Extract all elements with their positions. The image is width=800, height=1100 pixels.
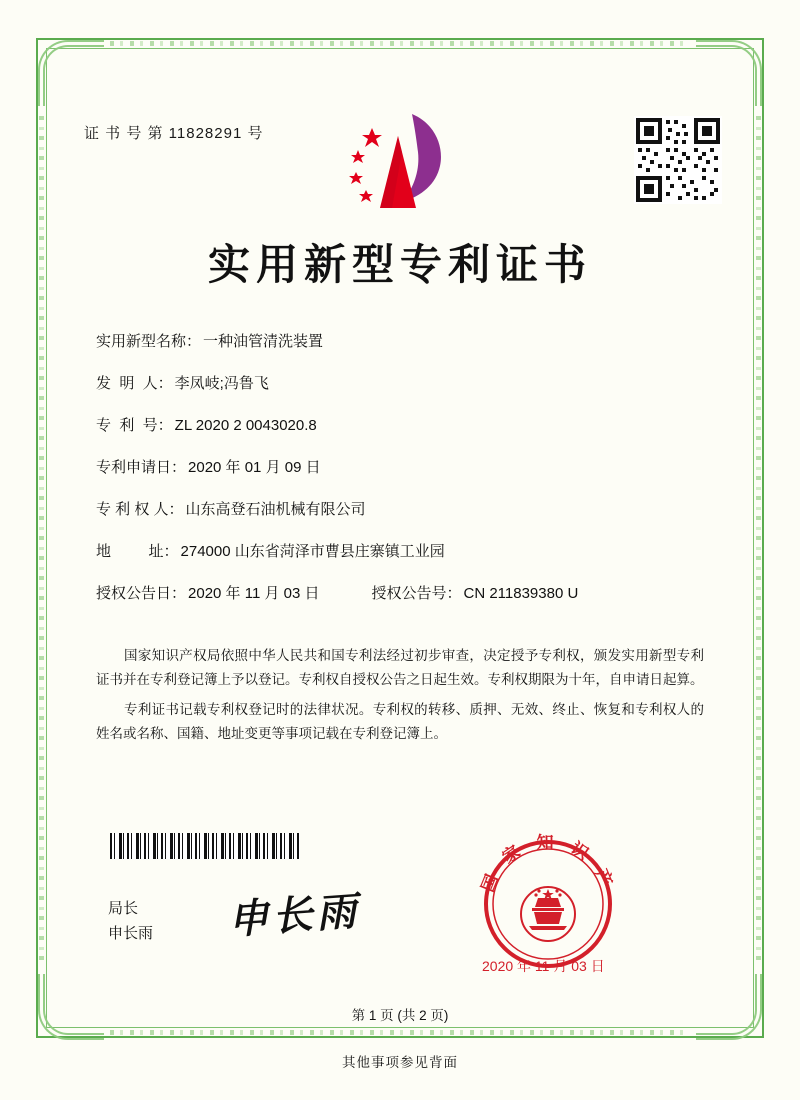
field-label: 专 利 号： xyxy=(96,417,173,434)
field-row-inventors xyxy=(96,372,716,393)
field-label: 发 明 人： xyxy=(96,375,173,392)
signature-block xyxy=(108,896,153,946)
seal-date: 2020 年 11 月 03 日 xyxy=(482,958,605,974)
handwritten-signature: 申长雨 xyxy=(226,887,362,944)
grant-number-value: CN 211839380 U xyxy=(463,585,579,602)
director-name-label: 申长雨 xyxy=(108,925,154,942)
qr-code-icon xyxy=(634,116,722,204)
field-value: 一种油管清洗装置 xyxy=(203,333,324,350)
field-value: ZL 2020 2 0043020.8 xyxy=(174,417,317,434)
field-list xyxy=(96,330,716,624)
director-role-label: 局长 xyxy=(108,900,139,917)
legal-text xyxy=(96,644,704,752)
field-row-patentee xyxy=(96,498,716,519)
cnipa-logo-icon xyxy=(340,108,460,213)
field-value: 李凤岐;冯鲁飞 xyxy=(174,375,269,392)
field-row-patent-number xyxy=(96,414,716,435)
legal-paragraph-1: 国家知识产权局依照中华人民共和国专利法经过初步审查，决定授予专利权，颁发实用新型专利证书并在专利登记簿上予以登记。专利权自授权公告之日起生效。专利权期限为十年，自申请日起算。 xyxy=(96,648,704,687)
page-number: 第 1 页 (共 2 页) xyxy=(351,1008,449,1023)
svg-text:国 家 知 识 产 权 局: 国 家 知 识 产 xyxy=(478,832,618,896)
back-side-note: 其他事项参见背面 xyxy=(342,1055,458,1070)
corner-ornament-top-left xyxy=(38,40,104,106)
grant-date-value: 2020 年 11 月 03 日 xyxy=(188,585,320,602)
grant-date-label: 授权公告日： xyxy=(96,585,187,602)
certificate-number: 证 书 号 第 11828291 号 xyxy=(84,125,264,142)
field-value: 2020 年 01 月 09 日 xyxy=(188,459,321,476)
grant-number-label: 授权公告号： xyxy=(371,585,462,602)
field-row-grant-announcement xyxy=(96,582,716,603)
field-label: 地 址： xyxy=(96,543,179,560)
border-pattern-top xyxy=(110,41,690,46)
field-label: 专 利 权 人： xyxy=(96,501,184,518)
field-row-application-date xyxy=(96,456,716,477)
corner-ornament-top-right xyxy=(696,40,762,106)
field-row-address xyxy=(96,540,716,561)
field-row-utility-model-name xyxy=(96,330,716,351)
legal-paragraph-2: 专利证书记载专利权登记时的法律状况。专利权的转移、质押、无效、终止、恢复和专利权人的姓名或名称、国籍、地址变更等事项记载在专利登记簿上。 xyxy=(96,702,704,741)
barcode-icon xyxy=(110,833,300,859)
field-value: 山东高登石油机械有限公司 xyxy=(185,501,366,518)
field-label: 实用新型名称： xyxy=(96,333,202,350)
page-title: 实用新型专利证书 xyxy=(207,240,592,289)
field-value: 274000 山东省菏泽市曹县庄寨镇工业园 xyxy=(180,543,445,560)
border-pattern-bottom xyxy=(110,1030,690,1035)
field-label: 专利申请日： xyxy=(96,459,187,476)
